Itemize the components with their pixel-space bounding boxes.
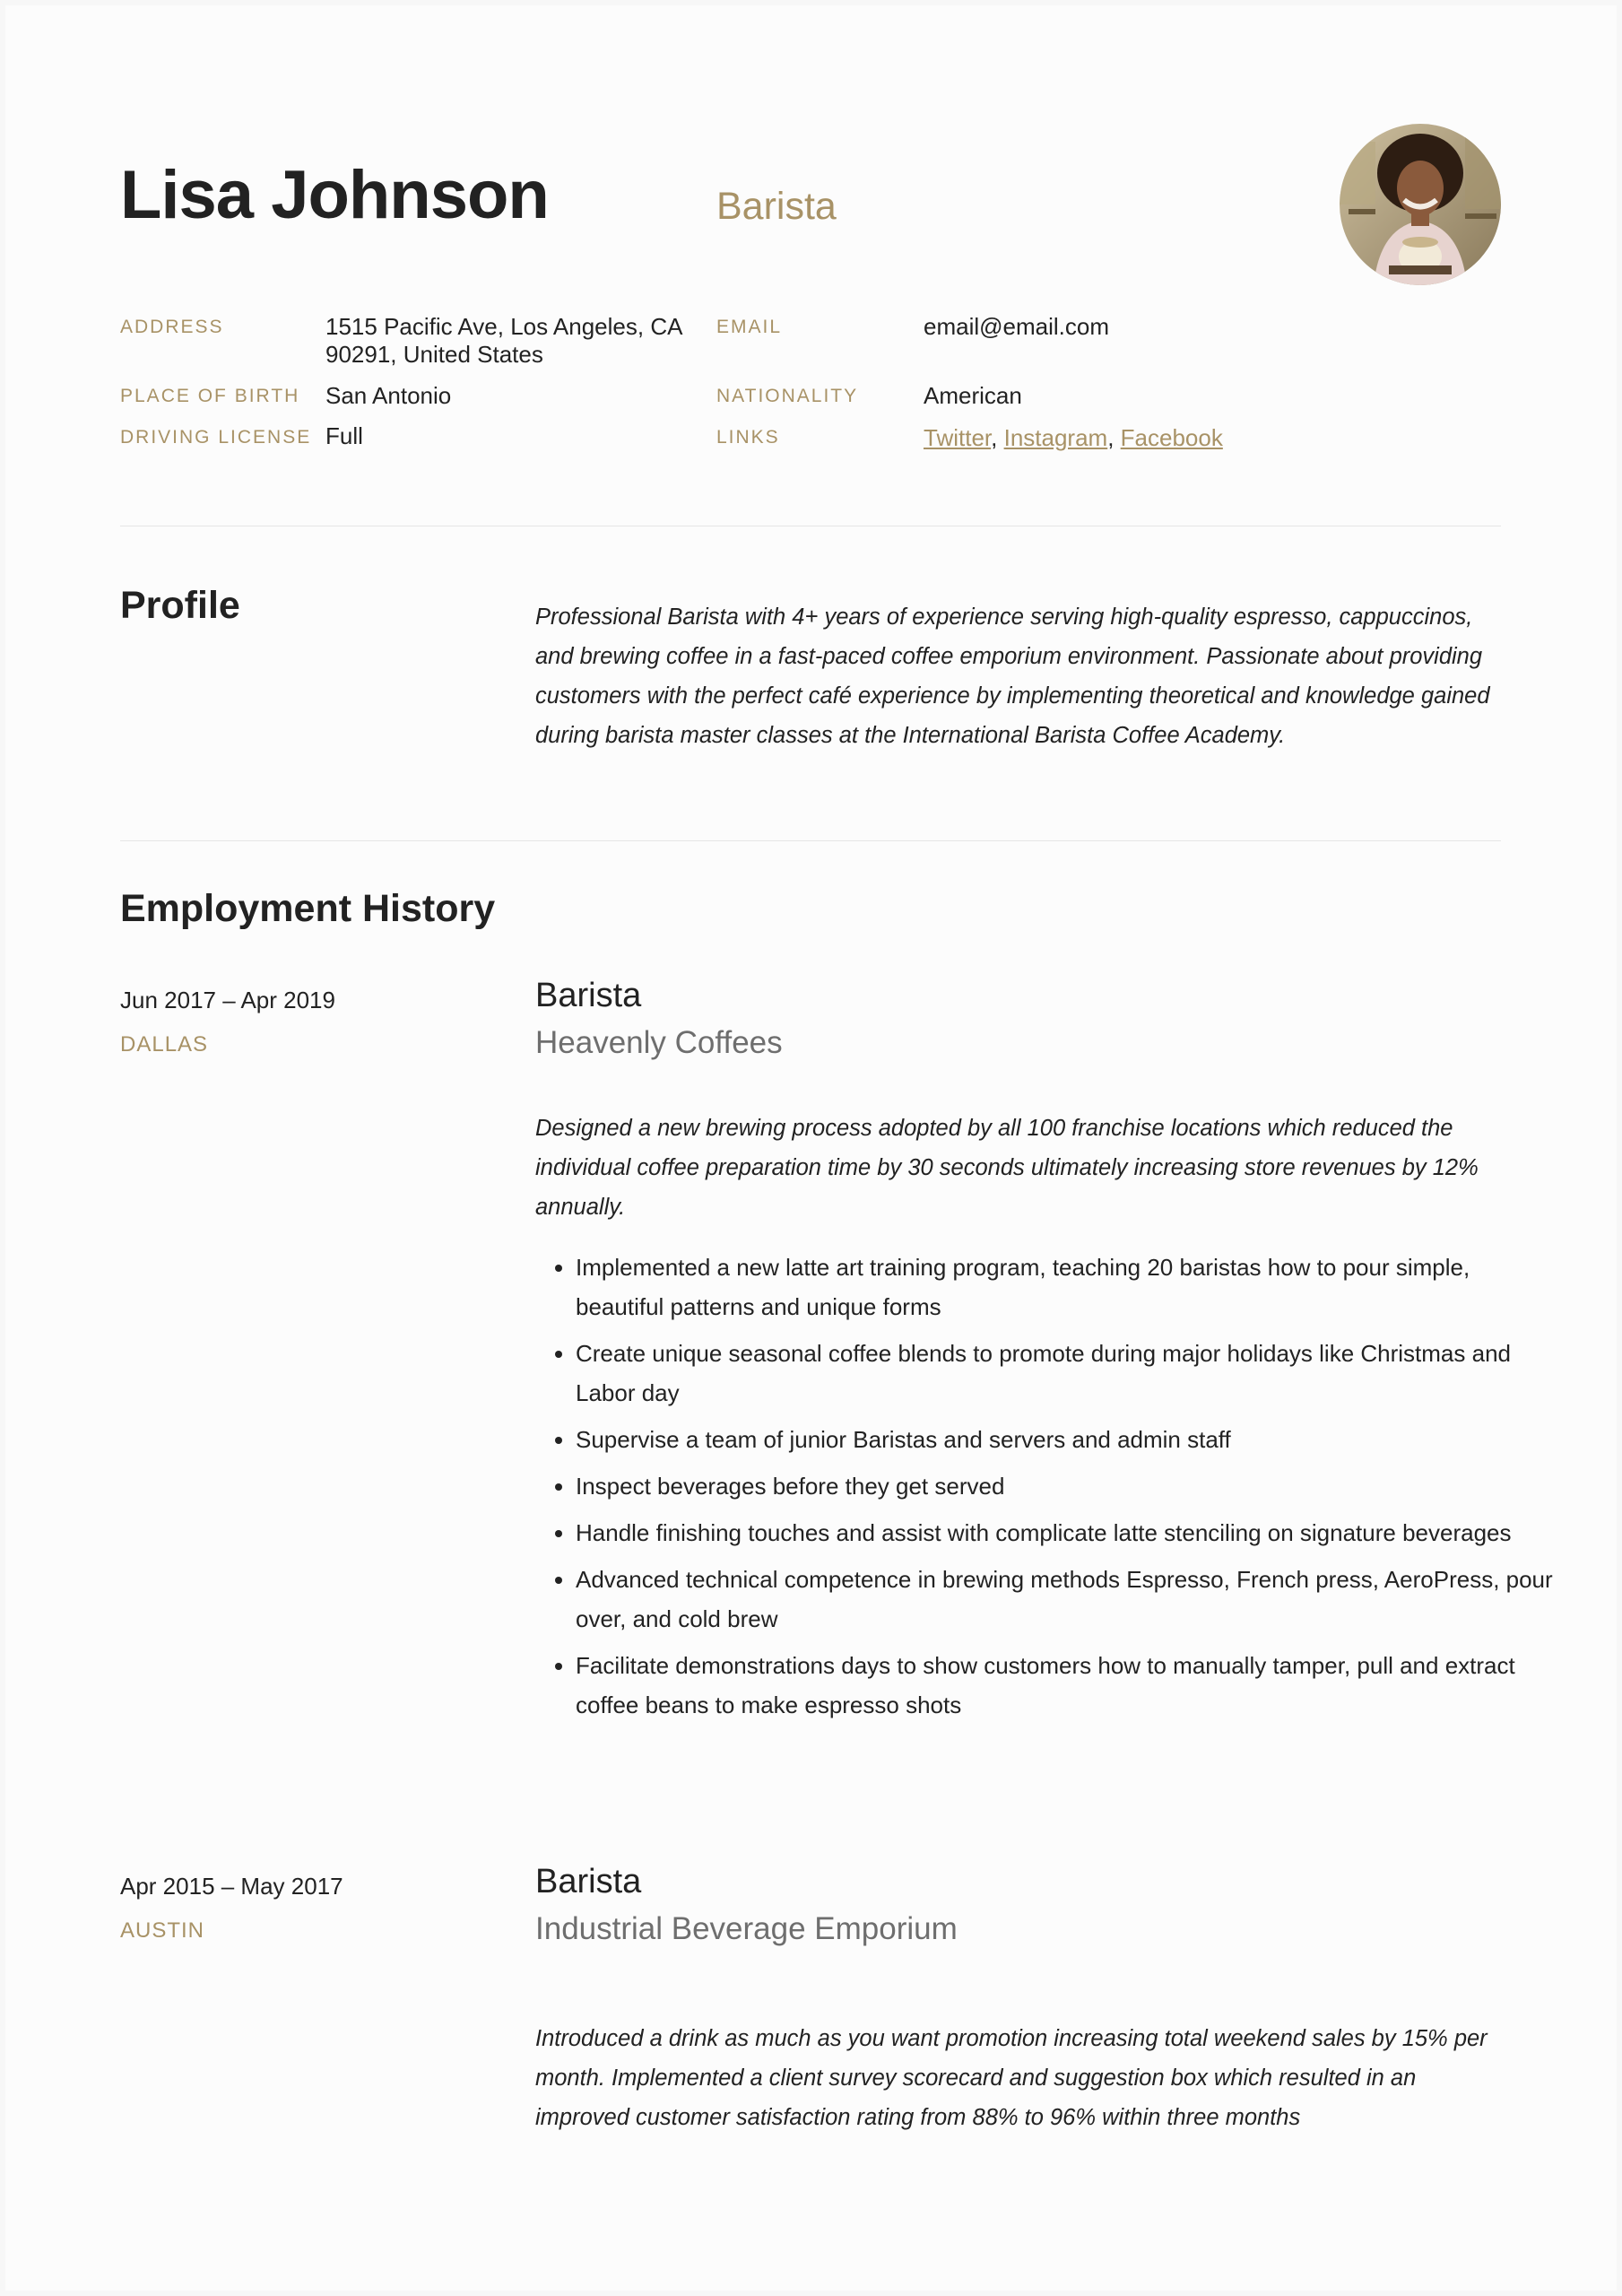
address-line-1: 1515 Pacific Ave, Los Angeles, CA — [325, 313, 683, 340]
address-value — [325, 313, 682, 369]
job-2-company: Industrial Beverage Emporium — [535, 1911, 958, 1946]
profile-text: Professional Barista with 4+ years of experience serving high-quality espresso, cappuccinos, and brewing coffee in a fast-paced coffee emporium environment. Passionate about providing customers with the perfect café experience by implementing theoretical and knowledge gained during barista master classes at the International Barista Coffee Academy. — [535, 604, 1490, 748]
person-photo-icon — [1340, 124, 1501, 285]
divider — [120, 840, 1501, 841]
job-2-description: Introduced a drink as much as you want promotion increasing total weekend sales by 15% per month. Implemented a client survey scorecard and suggestion box which resulted in an improved customer satisfaction rating from 88% to 96% within three months — [535, 2026, 1488, 2130]
profile-heading: Profile — [120, 584, 240, 627]
job-2-title: Barista — [535, 1863, 642, 1900]
job-1-title: Barista — [535, 977, 642, 1014]
nationality-label: NATIONALITY — [716, 386, 859, 406]
job-2-city: AUSTIN — [120, 1918, 205, 1943]
facebook-link[interactable]: Facebook — [1120, 424, 1223, 451]
employment-heading: Employment History — [120, 887, 496, 930]
avatar-photo — [1340, 124, 1501, 285]
links-label: LINKS — [716, 427, 780, 448]
candidate-title: Barista — [716, 185, 837, 228]
job-1-city: DALLAS — [120, 1032, 209, 1057]
address-label: ADDRESS — [120, 317, 224, 337]
links-list — [924, 424, 1223, 452]
license-value: Full — [325, 422, 363, 449]
instagram-link[interactable]: Instagram — [1003, 424, 1108, 451]
link-separator: , — [1107, 424, 1121, 451]
list-item: • Supervise a team of junior Baristas and servers and admin staff — [576, 1420, 1553, 1459]
list-item: • Facilitate demonstrations days to show customers how to manually tamper, pull and extract coffee beans to make espresso shots — [576, 1646, 1553, 1725]
job-1-bullets — [535, 1248, 1553, 1732]
candidate-name: Lisa Johnson — [120, 157, 549, 233]
job-1-description: Designed a new brewing process adopted by all 100 franchise locations which reduced the individual coffee preparation time by 30 seconds ultimately increasing store revenues by 12% annually. — [535, 1116, 1479, 1220]
list-item: • Handle finishing touches and assist with complicate latte stenciling on signature beverages — [576, 1513, 1553, 1552]
birth-label: PLACE OF BIRTH — [120, 386, 300, 406]
list-item: • Create unique seasonal coffee blends to promote during major holidays like Christmas and Labor day — [576, 1334, 1553, 1413]
birth-value: San Antonio — [325, 382, 452, 409]
link-separator: , — [991, 424, 1004, 451]
email-value: email@email.com — [924, 313, 1109, 340]
resume-page — [5, 5, 1617, 2291]
twitter-link[interactable]: Twitter — [924, 424, 992, 451]
list-item: • Advanced technical competence in brewing methods Espresso, French press, AeroPress, pour over, and cold brew — [576, 1560, 1553, 1639]
license-label: DRIVING LICENSE — [120, 427, 312, 448]
nationality-value: American — [924, 382, 1022, 409]
email-label: EMAIL — [716, 317, 783, 337]
job-1-company: Heavenly Coffees — [535, 1025, 783, 1060]
job-1-dates: Jun 2017 – Apr 2019 — [120, 987, 335, 1013]
list-item: • Implemented a new latte art training program, teaching 20 baristas how to pour simple, beautiful patterns and unique forms — [576, 1248, 1553, 1326]
job-2-dates: Apr 2015 – May 2017 — [120, 1873, 343, 1900]
list-item: • Inspect beverages before they get served — [576, 1466, 1553, 1506]
address-line-2: 90291, United States — [325, 341, 543, 368]
